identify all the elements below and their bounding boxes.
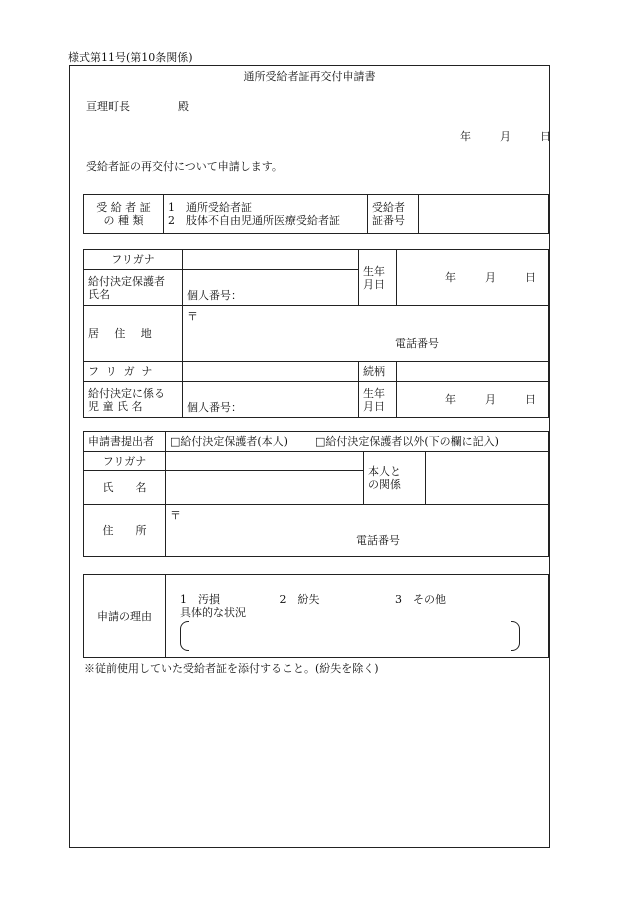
child-relation-label: 続柄 [359,362,397,382]
child-furigana-field[interactable] [183,362,359,382]
guardian-postal-mark: 〒 [187,310,198,323]
honorific: 殿 [178,100,189,113]
cert-option-2[interactable]: 2 肢体不自由児通所医療受給者証 [168,214,340,227]
form-title: 通所受給者証再交付申請書 [243,70,376,83]
reason-table [83,574,549,658]
applicant-relation-label: 本人と の関係 [364,452,426,505]
reason-label: 申請の理由 [84,575,166,658]
left-bracket [180,621,189,651]
attachment-note: ※従前使用していた受給者証を添付すること。(紛失を除く) [84,662,379,675]
applicant-options[interactable] [166,432,549,452]
child-relation-field[interactable] [397,362,549,382]
reason-field[interactable] [166,575,549,658]
applicant-phone-label: 電話番号 [356,534,400,547]
reason-option-3[interactable]: 3 その他 [395,593,446,606]
child-birth-field[interactable]: 年 月 日 [397,382,549,418]
applicant-option-other[interactable]: □給付決定保護者以外(下の欄に記入) [314,435,499,448]
right-bracket [511,621,520,651]
applicant-table [83,431,549,557]
reason-option-2[interactable]: 2 紛失 [279,593,320,606]
reason-detail-field[interactable] [180,621,520,651]
cert-number-field[interactable] [419,195,549,234]
applicant-relation-field[interactable] [426,452,549,505]
guardian-furigana-field[interactable] [183,250,359,270]
guardian-address-field[interactable] [183,306,549,362]
date-day: 日 [540,130,551,143]
applicant-name-field[interactable] [166,471,364,505]
cert-type-options[interactable] [164,195,368,234]
applicant-furigana-field[interactable] [166,452,364,471]
certificate-table [83,194,549,234]
guardian-birth-label: 生年 月日 [359,250,397,306]
guardian-phone-label: 電話番号 [395,337,439,350]
applicant-postal-mark: 〒 [170,509,181,522]
child-name-label: 給付決定に係る 児 童 氏 名 [84,382,183,418]
applicant-furigana-label: フリガナ [84,452,166,471]
guardian-personal-number-label: 個人番号： [187,289,242,302]
cert-type-label: 受 給 者 証 の 種 類 [84,195,164,234]
applicant-label: 申請書提出者 [84,432,166,452]
guardian-furigana-label: フリガナ [84,250,183,270]
applicant-option-self[interactable]: □給付決定保護者(本人) [170,435,288,448]
addressee: 亘理町長 [86,100,130,113]
applicant-name-label: 氏 名 [84,471,166,505]
intro-text: 受給者証の再交付について申請します。 [86,160,283,173]
form-number: 様式第11号(第10条関係) [68,51,193,64]
date-line [460,128,551,144]
applicant-address-label: 住 所 [84,505,166,557]
child-personal-number-label: 個人番号： [187,401,242,414]
guardian-name-label: 給付決定保護者 氏名 [84,270,183,306]
child-furigana-label: フ リ ガ ナ [84,362,183,382]
guardian-name-field[interactable] [183,270,359,306]
reason-detail-label: 具体的な状況 [180,606,246,619]
child-birth-label: 生年 月日 [359,382,397,418]
cert-option-1[interactable]: 1 通所受給者証 [168,201,252,214]
date-year: 年 [460,130,471,143]
reason-option-1[interactable]: 1 汚損 [180,593,220,606]
guardian-child-table [83,249,549,418]
applicant-address-field[interactable] [166,505,549,557]
cert-number-label: 受給者 証番号 [368,195,419,234]
guardian-address-label: 居 住 地 [84,306,183,362]
date-month: 月 [500,130,511,143]
child-name-field[interactable] [183,382,359,418]
guardian-birth-field[interactable]: 年 月 日 [397,250,549,306]
